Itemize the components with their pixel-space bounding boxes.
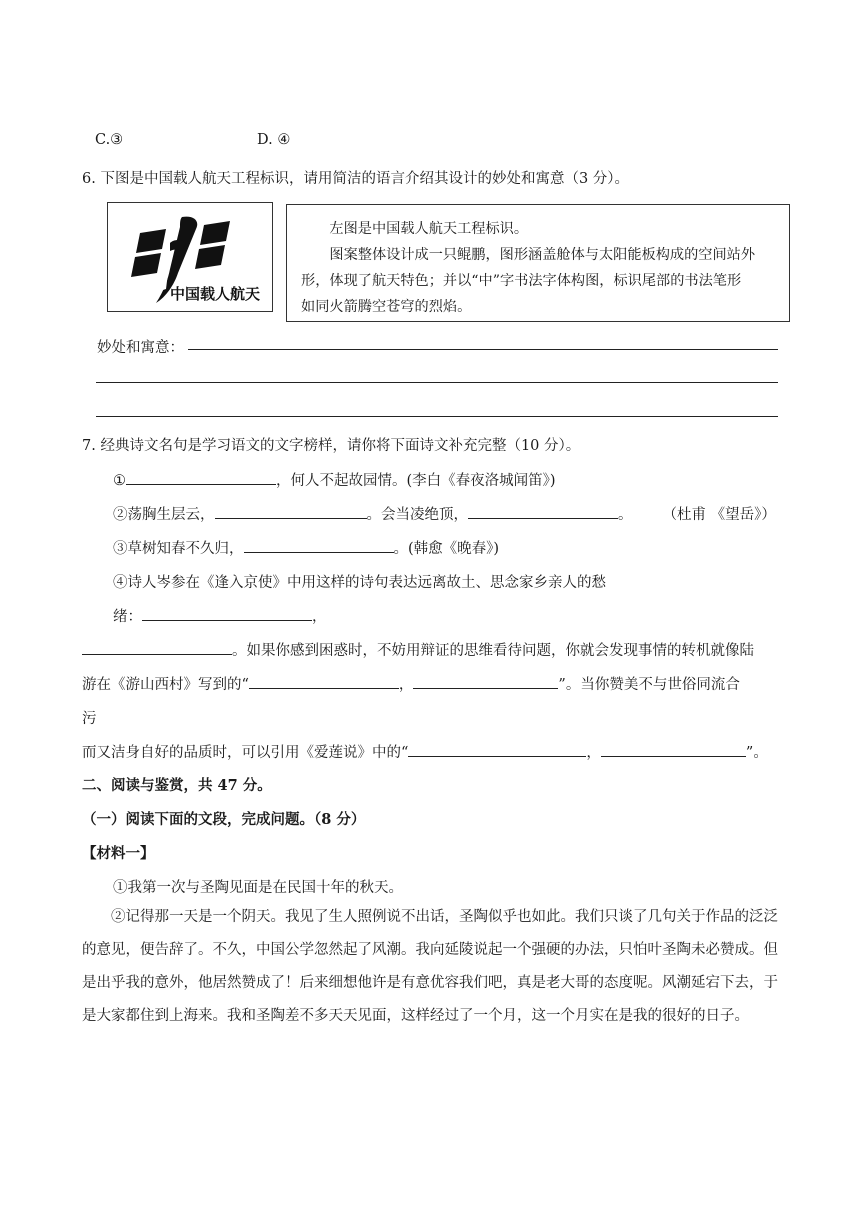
box-line-2: 图案整体设计成一只鲲鹏，图形涵盖舱体与太阳能板构成的空间站外 xyxy=(329,247,756,263)
line-b-1: 游在《游山西村》写到的“ xyxy=(82,677,249,693)
blank-9[interactable] xyxy=(408,741,586,757)
poem-item-4a: ④诗人岑参在《逢入京使》中用这样的诗句表达远离故土、思念家乡亲人的愁 xyxy=(113,575,606,591)
logo-image-frame xyxy=(107,202,273,312)
poem-line-c: 污 xyxy=(82,711,97,727)
question-7-stem: 7. 经典诗文名句是学习语文的文字榜样，请你将下面诗文补充完整（10 分）。 xyxy=(82,438,581,454)
item-2-c: 。 xyxy=(618,507,633,523)
poem-item-3 xyxy=(113,537,499,558)
box-line-1: 左图是中国载人航天工程标识。 xyxy=(329,221,529,237)
line-b-2: ， xyxy=(398,677,414,693)
item-2-source: （杜甫 《望岳》） xyxy=(662,507,776,523)
item-4-b: 绪： xyxy=(113,609,142,625)
paragraph-1: ①我第一次与圣陶见面是在民国十年的秋天。 xyxy=(113,880,403,896)
item-3-a: ③草树知春不久归， xyxy=(113,541,244,557)
material-1-heading: 【材料一】 xyxy=(82,845,155,862)
line-d-2: ， xyxy=(586,745,601,761)
blank-7[interactable] xyxy=(249,673,399,689)
poem-item-2 xyxy=(113,503,776,524)
item-2-a: ②荡胸生层云， xyxy=(113,507,215,523)
item-3-b: 。(韩愈《晚春》) xyxy=(393,541,500,557)
blank-6[interactable] xyxy=(82,639,232,655)
blank-4[interactable] xyxy=(244,537,394,553)
box-line-3: 形，体现了航天特色；并以“中”字书法字体构图，标识尾部的书法笔形 xyxy=(301,273,742,289)
answer-label: 妙处和寓意： xyxy=(97,340,184,356)
item-4-c: ， xyxy=(312,609,327,625)
line-b-3: ”。当你赞美不与世俗同流合 xyxy=(558,677,740,693)
blank-3[interactable] xyxy=(468,503,618,519)
blank-5[interactable] xyxy=(142,605,312,621)
blank-10[interactable] xyxy=(601,741,746,757)
logo-description-box xyxy=(286,204,790,322)
item-1-number: ① xyxy=(113,473,126,489)
answer-line-1 xyxy=(188,349,778,350)
poem-item-4b xyxy=(113,605,327,626)
item-2-b: 。会当凌绝顶， xyxy=(366,507,468,523)
answer-line-2 xyxy=(96,382,778,383)
blank-8[interactable] xyxy=(413,673,558,689)
poem-line-d xyxy=(82,741,768,762)
option-c: C.③ xyxy=(95,132,124,148)
paragraph-2: ②记得那一天是一个阴天。我见了生人照例说不出话，圣陶似乎也如此。我们只谈了几句关于作品的泛泛的意见，便告辞了。不久，中国公学忽然起了风潮。我向延陵说起一个强硬的办法，只怕叶圣陶未必赞成。但是出乎我的意外，他居然赞成了！后来细想他许是有意优容我们吧，真是老大哥的态度呢。风潮延宕下去，于是大家都住到上海来。我和圣陶差不多天天见面，这样经过了一个月，这一个月实在是我的很好的日子。 xyxy=(82,909,778,1024)
blank-1[interactable] xyxy=(126,469,276,485)
poem-line-a xyxy=(82,639,754,660)
line-d-1: 而又洁身自好的品质时，可以引用《爱莲说》中的“ xyxy=(82,745,409,761)
line-a-text: 。如果你感到困惑时，不妨用辩证的思维看待问题，你就会发现事情的转机就像陆 xyxy=(232,643,754,659)
logo-text: 中国载人航天 xyxy=(170,285,261,303)
blank-2[interactable] xyxy=(215,503,367,519)
item-1-text: ，何人不起故园情。(李白《春夜洛城闻笛》) xyxy=(276,473,556,489)
poem-line-b xyxy=(82,673,740,694)
option-d: D. ④ xyxy=(257,132,291,148)
poem-item-1 xyxy=(113,469,556,490)
answer-line-3 xyxy=(96,416,778,417)
section-2-sub-1: （一）阅读下面的文段，完成问题。（8 分） xyxy=(82,811,366,828)
box-line-4: 如同火箭腾空苍穹的烈焰。 xyxy=(301,299,472,315)
section-2-title: 二、阅读与鉴赏，共 47 分。 xyxy=(82,777,272,794)
line-d-3: ”。 xyxy=(745,745,768,761)
question-6-stem: 6. 下图是中国载人航天工程标识，请用简洁的语言介绍其设计的妙处和寓意（3 分）。 xyxy=(82,171,630,187)
